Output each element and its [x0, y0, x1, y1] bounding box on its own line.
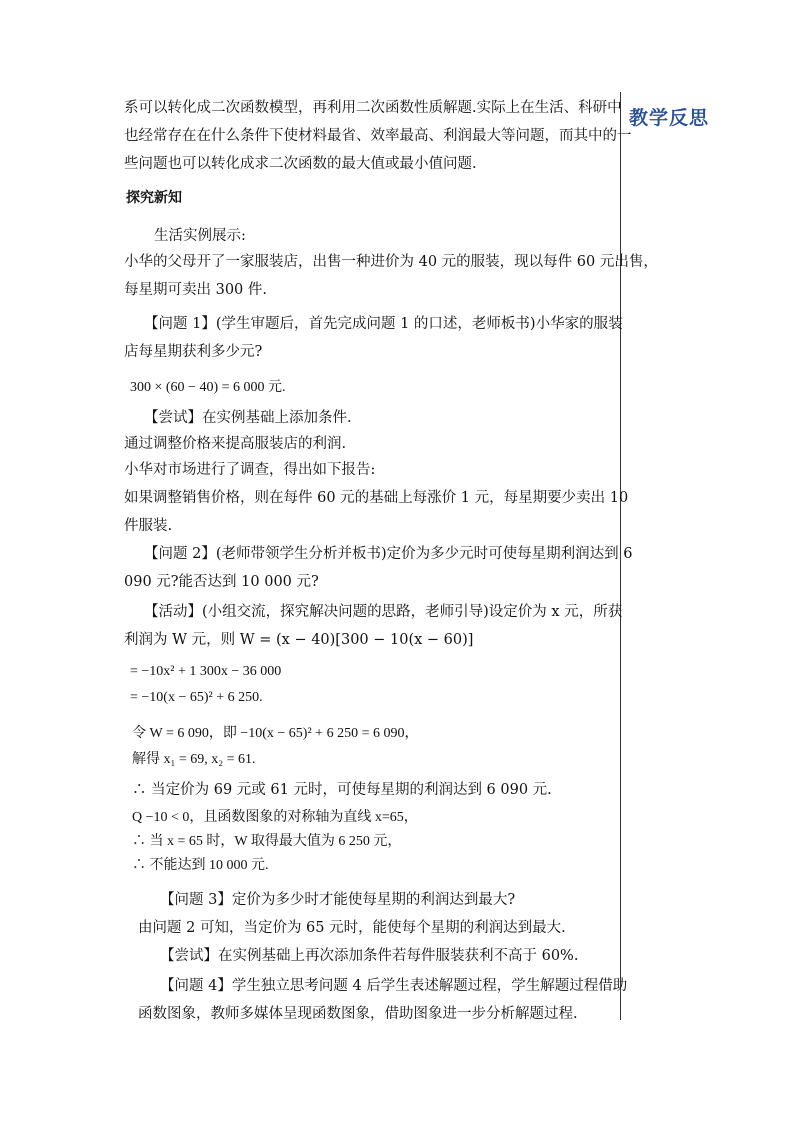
text-line: 件服装. [124, 518, 173, 534]
reflection-heading: 教学反思 [629, 107, 710, 129]
attempt-1: 【尝试】在实例基础上添加条件. [144, 410, 352, 426]
text-line: 每星期可卖出 300 件. [124, 282, 268, 298]
text-line: 函数图象，教师多媒体呈现函数图象，借助图象进一步分析解题过程. [138, 1006, 578, 1022]
text-line: 生活实例展示: [154, 228, 246, 244]
activity: 【活动】(小组交流，探究解决问题的思路，老师引导)设定价为 x 元，所获 [144, 604, 623, 620]
question-4: 【问题 4】学生独立思考问题 4 后学生表述解题过程，学生解题过程借助 [160, 978, 628, 994]
text-line: 系可以转化成二次函数模型，再利用二次函数性质解题.实际上在生活、科研中 [124, 100, 622, 116]
text-line: 利润为 W 元，则 W = (x − 40)[300 − 10(x − 60)] [124, 632, 474, 648]
text-line: 如果调整销售价格，则在每件 60 元的基础上每涨价 1 元，每星期要少卖出 10 [124, 490, 629, 506]
section-title: 探究新知 [126, 190, 182, 206]
text-line: ∴ 当定价为 69 元或 61 元时，可使每星期的利润达到 6 090 元. [132, 782, 552, 798]
equation: 令 W = 6 090，即 −10(x − 65)² + 6 250 = 6 090， [132, 726, 419, 741]
text-line: 090 元?能否达到 10 000 元? [124, 574, 319, 590]
equation: Q −10 < 0，且函数图象的对称轴为直线 x=65， [132, 810, 418, 825]
question-3: 【问题 3】定价为多少时才能使每星期的利润达到最大? [160, 892, 516, 908]
equation: = −10x² + 1 300x − 36 000 [130, 664, 282, 679]
equation: 解得 x₁ = 69, x₂ = 61. [132, 752, 256, 767]
text-line: 通过调整价格来提高服装店的利润. [124, 436, 347, 452]
text-line: 也经常存在在什么条件下使材料最省、效率最高、利润最大等问题，而其中的一 [124, 128, 632, 144]
equation: ∴ 不能达到 10 000 元. [132, 858, 269, 873]
equation: ∴ 当 x = 65 时，W 取得最大值为 6 250 元， [132, 834, 402, 849]
text-line: 由问题 2 可知，当定价为 65 元时，能使每个星期的利润达到最大. [138, 920, 566, 936]
question-2: 【问题 2】(老师带领学生分析并板书)定价为多少元时可使每星期利润达到 6 [144, 546, 633, 562]
question-1: 【问题 1】(学生审题后，首先完成问题 1 的口述，老师板书)小华家的服装 [144, 316, 623, 332]
text-line: 店每星期获利多少元? [124, 344, 263, 360]
text-line: 小华对市场进行了调查，得出如下报告: [124, 462, 376, 478]
equation: 300 × (60 − 40) = 6 000 元. [130, 380, 286, 395]
text-line: 小华的父母开了一家服装店，出售一种进价为 40 元的服装，现以每件 60 元出售， [124, 254, 658, 270]
equation: = −10(x − 65)² + 6 250. [130, 690, 263, 705]
text-line: 些问题也可以转化成求二次函数的最大值或最小值问题. [124, 156, 477, 172]
attempt-2: 【尝试】在实例基础上再次添加条件若每件服装获利不高于 60%. [160, 948, 579, 964]
